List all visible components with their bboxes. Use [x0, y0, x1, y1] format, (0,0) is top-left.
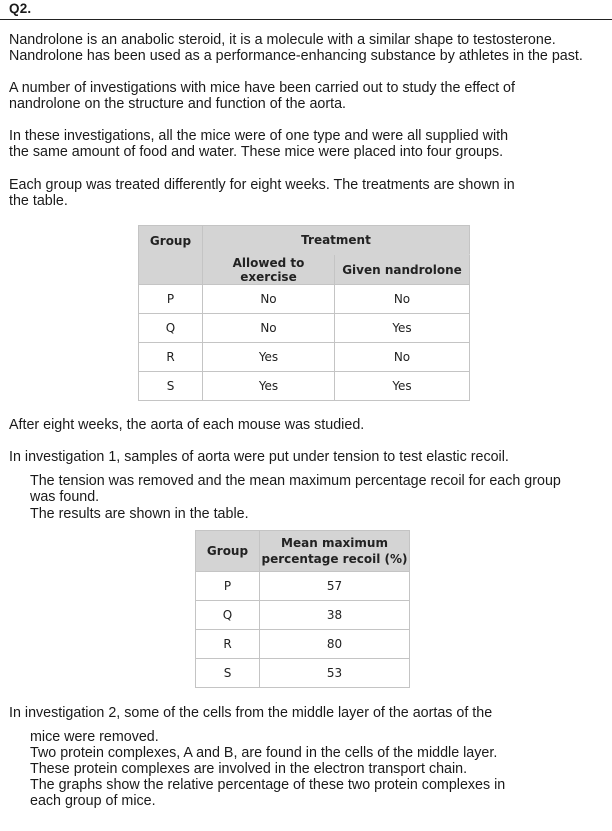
table-row: [139, 285, 470, 314]
intro-paragraph-2: A number of investigations with mice have been carried out to study the effect of nandrolone on the structure and function of the aorta.: [9, 80, 515, 112]
treatment-group-cell: P: [139, 285, 203, 314]
investigation-1-results-text: The results are shown in the table.: [30, 506, 249, 522]
exercise-cell: No: [203, 285, 335, 314]
recoil-table: [195, 530, 410, 688]
exercise-cell: Yes: [203, 372, 335, 401]
investigation-1-detail: The tension was removed and the mean maximum percentage recoil for each group was found.: [30, 473, 561, 505]
intro-paragraph-1: Nandrolone is an anabolic steroid, it is a molecule with a similar shape to testosterone. Nandrolone has been used as a performance-enhancing substance by athletes in the past.: [9, 32, 583, 64]
treatment-group-cell: R: [139, 343, 203, 372]
recoil-table-group-header: Group: [196, 531, 260, 572]
investigation-2-line-5: each group of mice.: [30, 793, 156, 809]
treatment-table-treatment-header: Treatment: [203, 226, 470, 255]
nandrolone-cell: Yes: [335, 372, 470, 401]
table-row: [196, 572, 410, 601]
after-eight-weeks-text: After eight weeks, the aorta of each mouse was studied.: [9, 417, 365, 433]
recoil-table-recoil-header: Mean maximum percentage recoil (%): [260, 531, 410, 572]
recoil-value-cell: 80: [260, 630, 410, 659]
investigation-2-line-3: These protein complexes are involved in the electron transport chain.: [30, 761, 468, 777]
table-row: [139, 372, 470, 401]
table-row: [196, 601, 410, 630]
treatment-table-nandrolone-header: Given nandrolone: [335, 255, 470, 285]
recoil-value-cell: 38: [260, 601, 410, 630]
recoil-group-cell: Q: [196, 601, 260, 630]
table-row: [196, 630, 410, 659]
recoil-value-cell: 57: [260, 572, 410, 601]
recoil-group-cell: P: [196, 572, 260, 601]
header-rule: [0, 19, 612, 20]
nandrolone-cell: No: [335, 285, 470, 314]
table-row: [139, 343, 470, 372]
question-number: Q2.: [9, 1, 32, 16]
recoil-value-cell: 53: [260, 659, 410, 688]
recoil-group-cell: S: [196, 659, 260, 688]
table-row: [196, 659, 410, 688]
treatment-table-exercise-header: Allowed to exercise: [203, 255, 335, 285]
treatment-group-cell: Q: [139, 314, 203, 343]
treatment-table: [138, 225, 470, 401]
exercise-cell: Yes: [203, 343, 335, 372]
intro-paragraph-3: In these investigations, all the mice were of one type and were all supplied with the same amount of food and water. These mice were placed into four groups.: [9, 128, 509, 160]
intro-paragraph-4: Each group was treated differently for eight weeks. The treatments are shown in the table.: [9, 177, 515, 209]
investigation-2-line-1: mice were removed.: [30, 729, 159, 745]
table-row: [139, 314, 470, 343]
investigation-2-text: In investigation 2, some of the cells from the middle layer of the aortas of the: [9, 705, 493, 721]
investigation-2-line-4: The graphs show the relative percentage of these two protein complexes in: [30, 777, 506, 793]
treatment-table-group-header: Group: [139, 226, 203, 285]
nandrolone-cell: Yes: [335, 314, 470, 343]
investigation-2-line-2: Two protein complexes, A and B, are found in the cells of the middle layer.: [30, 745, 498, 761]
recoil-group-cell: R: [196, 630, 260, 659]
nandrolone-cell: No: [335, 343, 470, 372]
treatment-group-cell: S: [139, 372, 203, 401]
exercise-cell: No: [203, 314, 335, 343]
investigation-1-text: In investigation 1, samples of aorta were put under tension to test elastic recoil.: [9, 449, 509, 465]
